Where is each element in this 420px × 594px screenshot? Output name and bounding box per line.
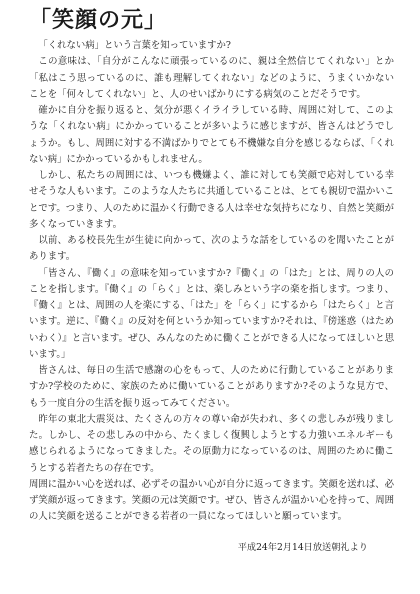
paragraph: 確かに自分を振り返ると、気分が悪くイライラしている時、周囲に対して、このような「くれない病」にかかっていることが多いように感じますが、皆さんはどうでしょうか。もし、周囲に対する不満ばかりでとても不機嫌な自分を感じるならば、「くれない病」にかかっているかもしれません。	[29, 105, 394, 165]
document-body	[29, 38, 394, 526]
paragraph: 周囲に温かい心を送れば、必ずその温かい心が自分に返ってきます。笑顔を送れば、必ず笑顔が返ってきます。笑顔の元は笑顔です。ぜひ、皆さんが温かい心を持って、周囲の人に笑顔を送ることができる若者の一員になってほしいと願っています。	[29, 478, 394, 523]
document-footer: 平成24年2月14日放送朝礼より	[237, 541, 368, 553]
paragraph: しかし、私たちの周囲には、いつも機嫌よく、誰に対しても笑顔で応対している幸せそうな人もいます。このような人たちに共通していることは、とても親切で温かいことです。つまり、人のために温かく行動できる人は幸せな気持ちになり、自然と笑顔が多くなっていきます。	[29, 170, 394, 230]
quote-paragraph: 「皆さん、『働く』の意味を知っていますか?『働く』の「はた」とは、周りの人のことを指します。『働く』の「らく」とは、楽しみという字の楽を指します。つまり、『働く』とは、周囲の人を楽にする、「はた」を「らく」にするから「はたらく」と言います。逆に、『働く』の反対を何というか知っていますか?それは、『傍迷惑（はためいわく）』と言います。ぜひ、みんなのために働くことができる人になってほしいと思います。」	[29, 267, 394, 360]
document-title: 「笑顔の元」	[29, 7, 168, 33]
paragraph: 昨年の東北大震災は、たくさんの方々の尊い命が失われ、多くの悲しみが残りました。しかし、その悲しみの中から、たくましく復興しようとする力強いエネルギーも感じられるようになってきました。その原動力になっているのは、周囲のために働こうとする若者たちの存在です。	[29, 413, 394, 474]
paragraph: 「くれない病」という言葉を知っていますか?	[38, 40, 231, 51]
paragraph: 以前、ある校長先生が生徒に向かって、次のような話をしているのを聞いたことがあります。	[29, 235, 394, 263]
paragraph: 皆さんは、毎日の生活で感謝の心をもって、人のために行動していることがありますか?学校のために、家族のために働いていることがありますか?そのような見方で、もう一度自分の生活を振り返ってみてください。	[29, 365, 394, 409]
paragraph: この意味は、「自分がこんなに頑張っているのに、親は全然信じてくれない」とか「私はこう思っているのに、誰も理解してくれない」などのように、うまくいかないことを「何々してくれない」と、人のせいばかりにする病気のことだそうです。	[29, 56, 394, 100]
